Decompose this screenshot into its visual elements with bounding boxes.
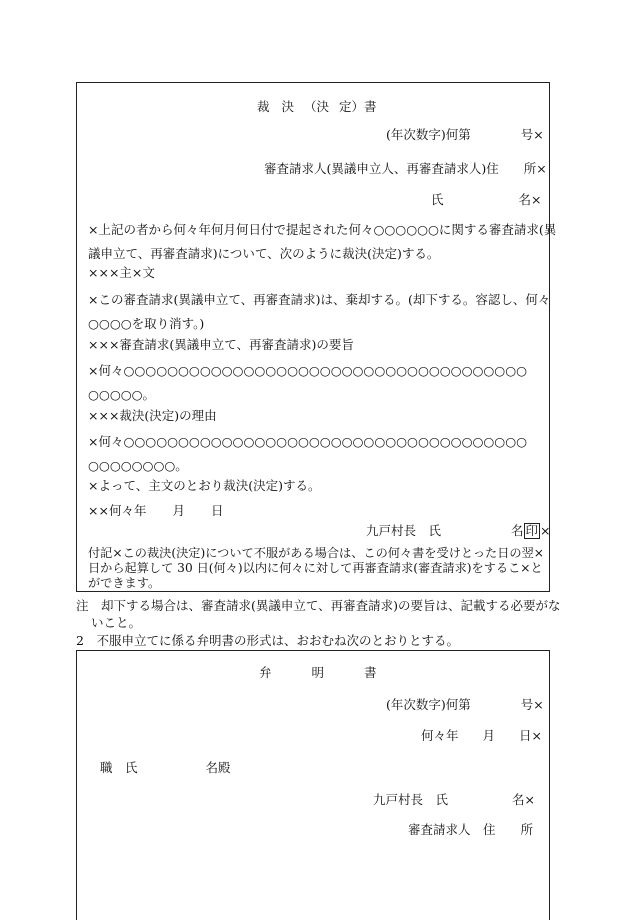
- explanation-petitioner: 審査請求人 住 所: [408, 822, 534, 837]
- addressee: 職 氏 名殿: [100, 760, 231, 775]
- petitioner-address-line: 審査請求人(異議申立人、再審査請求人)住 所×: [264, 161, 547, 176]
- main-text-heading: ×××主×文: [88, 265, 155, 280]
- footnote-line1: 注 却下する場合は、審査請求(異議申立て、再審査請求)の要旨は、記載する必要がな: [76, 598, 561, 613]
- explanation-signer: 九戸村長 氏 名×: [373, 792, 535, 807]
- explanation-date-line: 何々年 月 日×: [421, 728, 543, 743]
- ruling-date: ××何々年 月 日: [88, 503, 224, 518]
- reason-heading: ×××裁決(決定)の理由: [88, 408, 217, 423]
- summary-heading: ×××審査請求(異議申立て、再審査請求)の要旨: [88, 337, 354, 352]
- explanation-title: 弁 明 書: [259, 665, 377, 680]
- title-char: 定）書: [339, 99, 377, 114]
- explanation-form-box: [76, 650, 550, 920]
- title-char: （決: [304, 99, 330, 114]
- footnote-item2: 2 不服申立てに係る弁明書の形式は、おおむね次のとおりとする。: [76, 633, 459, 648]
- title-char: 裁: [257, 99, 270, 114]
- footnote-line2: いこと。: [91, 615, 142, 630]
- conclusion: ×よって、主文のとおり裁決(決定)する。: [88, 478, 321, 493]
- ruling-intro: ×上記の者から何々年何月何日付で提起された何々○○○○○○に関する審査請求(異 議申立て、再審査請求)について、次のように裁決(決定)する。: [88, 222, 557, 261]
- explanation-number-line: (年次数字)何第 号×: [386, 697, 544, 712]
- title-char: 決: [281, 99, 295, 114]
- main-text-body: ×この審査請求(異議申立て、再審査請求)は、棄却する。(却下する。容認し、何々 ○○○○を取り消す。): [88, 292, 551, 331]
- reason-body: ×何々○○○○○○○○○○○○○○○○○○○○○○○○○○○○○○○○○○○○○ ○○○○○○○○。: [88, 434, 528, 473]
- ruling-signer: 九戸村長 氏 名 印 ×: [366, 523, 551, 538]
- petitioner-name-line: 氏 名×: [431, 192, 542, 207]
- seal-stamp: 印: [525, 523, 539, 538]
- summary-body: ×何々○○○○○○○○○○○○○○○○○○○○○○○○○○○○○○○○○○○○○ ○○○○○。: [88, 363, 528, 402]
- appeal-note: 付記×この裁決(決定)について不服がある場合は、この何々書を受けとった日の翌× 日から起算して 30 日(何々)以内に何々に対して再審査請求(審査請求)をするこ×と ができます。: [88, 546, 545, 590]
- ruling-number-line: (年次数字)何第 号×: [386, 127, 544, 142]
- ruling-title: [257, 99, 377, 115]
